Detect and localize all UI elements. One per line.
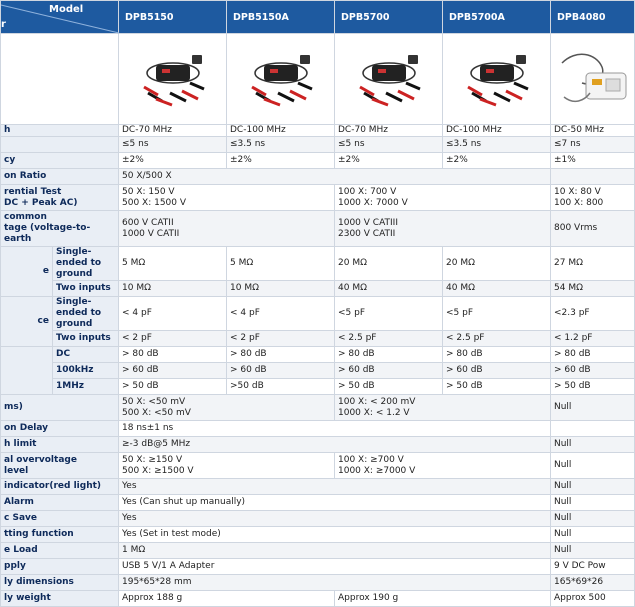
probe-image-cell: [335, 34, 443, 125]
spec-cell: 1000 V CATIII 2300 V CATII: [335, 211, 551, 247]
spec-cell: ≤3.5 ns: [227, 137, 335, 153]
spec-row: [1, 363, 635, 379]
probe-kit-icon: [136, 43, 210, 115]
spec-row: [1, 153, 635, 169]
sub-label: Single-ended to ground: [53, 247, 119, 281]
spec-cell: Approx 500: [551, 591, 635, 607]
spec-cell: ±2%: [335, 153, 443, 169]
spec-cell: ≤5 ns: [335, 137, 443, 153]
spec-row: [1, 437, 635, 453]
sub-label: Two inputs: [53, 331, 119, 347]
spec-cell: Null: [551, 495, 635, 511]
spec-row: [1, 125, 635, 137]
spec-cell: < 2.5 pF: [443, 331, 551, 347]
spec-cell: 50 X: <50 mV 500 X: <50 mV: [119, 395, 335, 421]
spec-row: [1, 211, 635, 247]
spec-cell: 40 MΩ: [335, 281, 443, 297]
spec-cell: 100 X: ≥700 V 1000 X: ≥7000 V: [335, 453, 551, 479]
spec-cell: Yes: [119, 511, 551, 527]
spec-row: [1, 421, 635, 437]
header-corner: [1, 1, 119, 34]
spec-cell: 165*69*26: [551, 575, 635, 591]
spec-cell: > 80 dB: [119, 347, 227, 363]
row-label: tting function: [1, 527, 119, 543]
row-label: cy: [1, 153, 119, 169]
probe-kit-icon: [352, 43, 426, 115]
spec-row: [1, 543, 635, 559]
spec-row: [1, 559, 635, 575]
row-label: c Save: [1, 511, 119, 527]
spec-cell: [551, 421, 635, 437]
spec-cell: Yes (Can shut up manually): [119, 495, 551, 511]
spec-cell: 100 X: < 200 mV 1000 X: < 1.2 V: [335, 395, 551, 421]
spec-cell: 5 MΩ: [227, 247, 335, 281]
spec-cell: DC-100 MHz: [443, 125, 551, 137]
spec-cell: ≤7 ns: [551, 137, 635, 153]
sub-label: 100kHz: [53, 363, 119, 379]
spec-cell: 54 MΩ: [551, 281, 635, 297]
spec-cell: < 4 pF: [227, 297, 335, 331]
row-label: ms): [1, 395, 119, 421]
spec-cell: > 80 dB: [551, 347, 635, 363]
spec-cell: 20 MΩ: [443, 247, 551, 281]
row-label: on Delay: [1, 421, 119, 437]
spec-cell: <2.3 pF: [551, 297, 635, 331]
spec-cell: < 1.2 pF: [551, 331, 635, 347]
row-label: al overvoltage level: [1, 453, 119, 479]
probe-kit-icon: [460, 43, 534, 115]
spec-cell: < 2 pF: [227, 331, 335, 347]
probe-image-cell: [443, 34, 551, 125]
model-header: DPB4080: [551, 1, 635, 34]
model-header: DPB5150A: [227, 1, 335, 34]
spec-cell: > 50 dB: [443, 379, 551, 395]
spec-cell: > 60 dB: [335, 363, 443, 379]
spec-cell: 10 X: 80 V 100 X: 800: [551, 185, 635, 211]
spec-cell: 10 MΩ: [119, 281, 227, 297]
row-label: indicator(red light): [1, 479, 119, 495]
spec-cell: <5 pF: [335, 297, 443, 331]
row-label: [1, 137, 119, 153]
spec-row: [1, 379, 635, 395]
spec-cell: [551, 169, 635, 185]
row-label: h limit: [1, 437, 119, 453]
row-label: pply: [1, 559, 119, 575]
spec-cell: DC-100 MHz: [227, 125, 335, 137]
row-label: rential Test DC + Peak AC): [1, 185, 119, 211]
spec-cell: 20 MΩ: [335, 247, 443, 281]
spec-cell: ±1%: [551, 153, 635, 169]
sub-label: 1MHz: [53, 379, 119, 395]
group-label: [1, 347, 53, 395]
spec-cell: ±2%: [443, 153, 551, 169]
row-label: Alarm: [1, 495, 119, 511]
spec-cell: Null: [551, 479, 635, 495]
model-header-label: Model: [49, 4, 84, 15]
spec-row: [1, 281, 635, 297]
spec-cell: Null: [551, 437, 635, 453]
spec-cell: > 60 dB: [551, 363, 635, 379]
spec-cell: < 4 pF: [119, 297, 227, 331]
spec-cell: DC-70 MHz: [335, 125, 443, 137]
spec-row: [1, 185, 635, 211]
row-label: e Load: [1, 543, 119, 559]
spec-cell: > 80 dB: [227, 347, 335, 363]
spec-cell: Null: [551, 453, 635, 479]
spec-row: [1, 527, 635, 543]
spec-row: [1, 495, 635, 511]
probe-image-cell: [551, 34, 635, 125]
spec-cell: 50 X/500 X: [119, 169, 551, 185]
corner-fragment: r: [1, 19, 6, 30]
spec-row: [1, 137, 635, 153]
probe-image-cell: [119, 34, 227, 125]
row-label: ly weight: [1, 591, 119, 607]
model-header: DPB5700A: [443, 1, 551, 34]
spec-cell: Null: [551, 543, 635, 559]
spec-cell: ≤3.5 ns: [443, 137, 551, 153]
model-header: DPB5700: [335, 1, 443, 34]
spec-cell: > 60 dB: [119, 363, 227, 379]
image-row-label: [1, 34, 119, 125]
spec-row: [1, 511, 635, 527]
spec-cell: DC-50 MHz: [551, 125, 635, 137]
spec-row: [1, 575, 635, 591]
spec-cell: Approx 188 g: [119, 591, 335, 607]
spec-cell: 600 V CATII 1000 V CATII: [119, 211, 335, 247]
sub-label: Two inputs: [53, 281, 119, 297]
spec-cell: > 80 dB: [335, 347, 443, 363]
probe-image-cell: [227, 34, 335, 125]
spec-cell: 9 V DC Pow: [551, 559, 635, 575]
spec-row: [1, 347, 635, 363]
spec-row: [1, 453, 635, 479]
spec-row: [1, 395, 635, 421]
spec-row: [1, 591, 635, 607]
spec-cell: USB 5 V/1 A Adapter: [119, 559, 551, 575]
sub-label: Single-ended to ground: [53, 297, 119, 331]
model-header: DPB5150: [119, 1, 227, 34]
spec-row: [1, 169, 635, 185]
spec-cell: > 60 dB: [227, 363, 335, 379]
sub-label: DC: [53, 347, 119, 363]
spec-cell: > 50 dB: [335, 379, 443, 395]
probe-white-icon: [556, 43, 630, 115]
spec-cell: <5 pF: [443, 297, 551, 331]
spec-cell: 195*65*28 mm: [119, 575, 551, 591]
spec-cell: 5 MΩ: [119, 247, 227, 281]
spec-cell: > 80 dB: [443, 347, 551, 363]
row-label: ly dimensions: [1, 575, 119, 591]
spec-cell: < 2 pF: [119, 331, 227, 347]
spec-cell: 1 MΩ: [119, 543, 551, 559]
header-row: [1, 1, 635, 34]
spec-cell: Null: [551, 527, 635, 543]
image-row: [1, 34, 635, 125]
row-label: on Ratio: [1, 169, 119, 185]
spec-cell: Approx 190 g: [335, 591, 551, 607]
spec-cell: 800 Vrms: [551, 211, 635, 247]
group-label: e: [1, 247, 53, 297]
spec-cell: 27 MΩ: [551, 247, 635, 281]
spec-cell: DC-70 MHz: [119, 125, 227, 137]
spec-cell: 50 X: ≥150 V 500 X: ≥1500 V: [119, 453, 335, 479]
spec-cell: < 2.5 pF: [335, 331, 443, 347]
spec-cell: ≤5 ns: [119, 137, 227, 153]
spec-cell: > 50 dB: [119, 379, 227, 395]
spec-cell: ≥-3 dB@5 MHz: [119, 437, 551, 453]
spec-cell: 18 ns±1 ns: [119, 421, 551, 437]
spec-cell: > 50 dB: [551, 379, 635, 395]
spec-cell: ±2%: [227, 153, 335, 169]
spec-cell: 50 X: 150 V 500 X: 1500 V: [119, 185, 335, 211]
group-label: ce: [1, 297, 53, 347]
spec-row: [1, 331, 635, 347]
spec-cell: ±2%: [119, 153, 227, 169]
spec-cell: Yes: [119, 479, 551, 495]
spec-cell: > 60 dB: [443, 363, 551, 379]
spec-row: [1, 297, 635, 331]
spec-cell: 100 X: 700 V 1000 X: 7000 V: [335, 185, 551, 211]
row-label: h: [1, 125, 119, 137]
spec-row: [1, 247, 635, 281]
probe-kit-icon: [244, 43, 318, 115]
spec-cell: 40 MΩ: [443, 281, 551, 297]
spec-cell: 10 MΩ: [227, 281, 335, 297]
spec-cell: Null: [551, 511, 635, 527]
spec-row: [1, 479, 635, 495]
row-label: common tage (voltage-to-earth: [1, 211, 119, 247]
spec-cell: >50 dB: [227, 379, 335, 395]
spec-cell: Yes (Set in test mode): [119, 527, 551, 543]
spec-cell: Null: [551, 395, 635, 421]
